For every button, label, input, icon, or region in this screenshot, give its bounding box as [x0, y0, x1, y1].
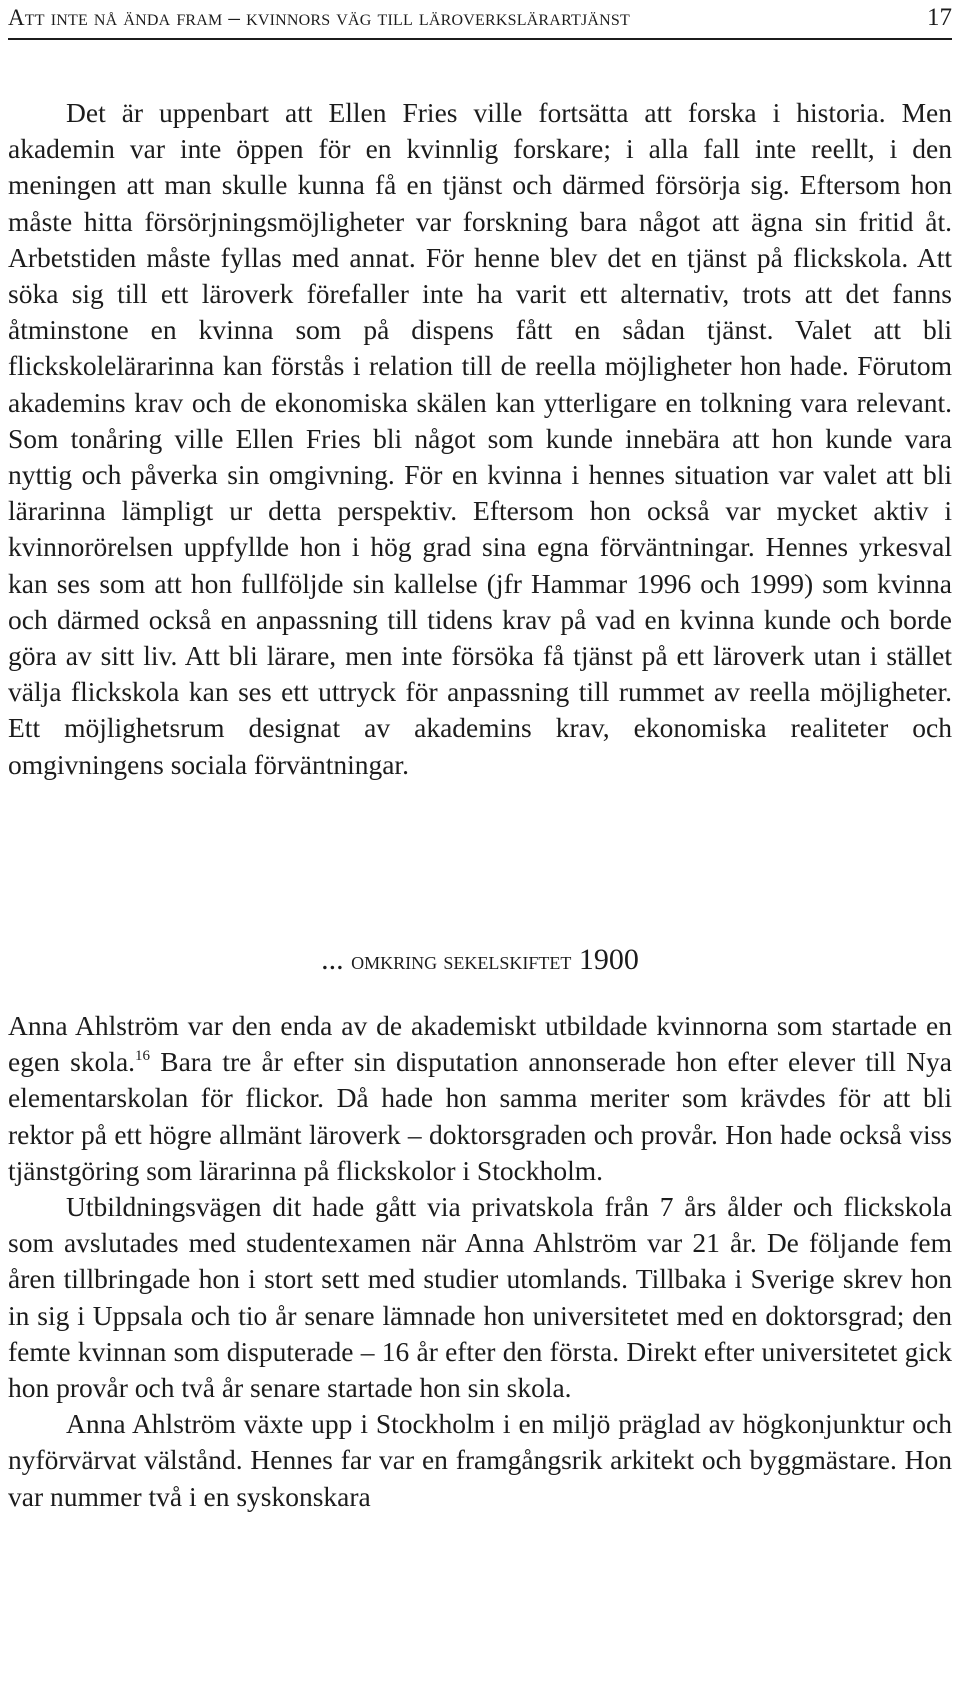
- section-heading-label: omkring sekelskiftet: [351, 948, 572, 975]
- page-number: 17: [927, 4, 952, 31]
- paragraph: [8, 1008, 952, 1189]
- paragraph: Det är uppenbart att Ellen Fries ville fortsätta att forska i historia. Men akademin var inte öppen för en kvinnlig forskare; i alla fall inte reellt, i den meningen att man skulle kunna få en tjänst och därmed försörja sig. Eftersom hon måste hitta försörjningsmöjligheter var forskning bara något att ägna sin fritid åt. Arbetstiden måste fyllas med annat. För henne blev det en tjänst på flickskola. Att söka sig till ett läroverk förefaller inte ha varit ett alternativ, trots att det fanns åtminstone en kvinna som på dispens fått en sådan tjänst. Valet att bli flickskolelärarinna kan förstås i relation till de reella möjligheter hon hade. Förutom akademins krav och de ekonomiska skälen kan ytterligare en tolkning vara relevant. Som tonåring ville Ellen Fries bli något som kunde innebära att hon kunde vara nyttig och påverka sin omgivning. För en kvinna i hennes situation var valet att bli lärarinna lämpligt ur detta perspektiv. Eftersom hon också var mycket aktiv i kvinnorörelsen uppfyllde hon i hög grad sina egna förväntningar. Hennes yrkesval kan ses som att hon fullföljde sin kallelse (jfr Hammar 1996 och 1999) som kvinna och därmed också en anpassning till tidens krav på vad en kvinna kunde och borde göra av sitt liv. Att bli lärare, men inte försöka få tjänst på ett läroverk utan i stället välja flickskola kan ses ett uttryck för anpassning till rummet av reella möjligheter. Ett möjlighetsrum designat av akademins krav, ekonomiska realiteter och omgivningens sociala förväntningar.: [8, 97, 952, 780]
- paragraph: Utbildningsvägen dit hade gått via privatskola från 7 års ålder och flickskola som avslutades med studentexamen när Anna Ahlström var 21 år. De följande fem åren tillbringade hon i stort sett med studier utomlands. Tillbaka i Sverige skrev hon in sig i Uppsala och tio år senare lämnade hon universitetet med en doktorsgrad; den femte kvinnan som disputerade – 16 år efter den första. Direkt efter universitetet gick hon provår och två år senare startade hon sin skola.: [8, 1191, 952, 1404]
- paragraph: Anna Ahlström växte upp i Stockholm i en miljö präglad av högkonjunktur och nyförvärvat välstånd. Hennes far var en framgångsrik arkitekt och byggmästare. Hon var nummer två i en syskonskara: [8, 1408, 952, 1512]
- running-header-title: Att inte nå ända fram – kvinnors väg till läroverkslärartjänst: [8, 5, 630, 30]
- footnote-marker[interactable]: 16: [135, 1048, 151, 1065]
- paragraph-text: Bara tre år efter sin disputation annonserade hon efter elever till Nya elementarskolan för flickor. Då hade hon samma meriter som krävdes för att bli rektor på ett högre allmänt läroverk – doktorsgraden och provår. Hon hade också viss tjänstgöring som lärarinna på flickskolor i Stockholm.: [8, 1046, 952, 1186]
- section-heading-ellipsis: ...: [321, 943, 344, 976]
- running-header: [8, 2, 952, 40]
- paragraph-text: Anna Ahlström var den enda av de akademiskt utbildade kvinnorna som startade en egen skola.: [8, 1010, 952, 1078]
- section-heading: [0, 938, 960, 984]
- section-heading-year: 1900: [578, 943, 639, 976]
- body-text-section-2: [8, 1008, 952, 1515]
- body-text-section-1: [8, 95, 952, 783]
